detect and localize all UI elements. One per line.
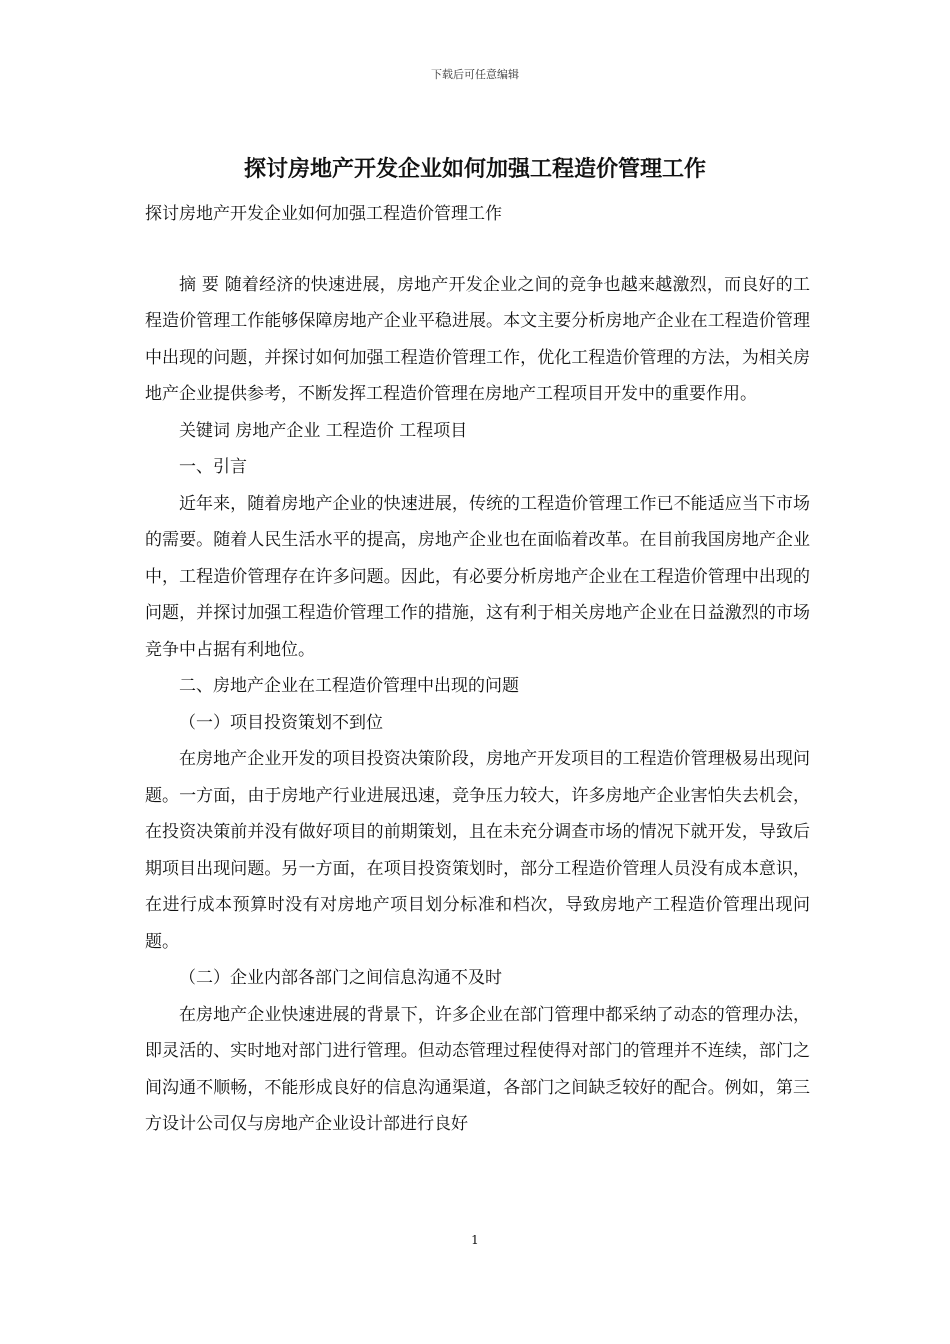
subsection-heading-communication: （二）企业内部各部门之间信息沟通不及时 xyxy=(179,968,502,988)
section-heading-introduction: 一、引言 xyxy=(179,457,247,477)
subsection-heading-investment-planning: （一）项目投资策划不到位 xyxy=(179,712,383,733)
page-number: 1 xyxy=(471,1233,479,1247)
document-title: 探讨房地产开发企业如何加强工程造价管理工作 xyxy=(243,157,706,182)
section-heading-problems: 二、房地产企业在工程造价管理中出现的问题 xyxy=(179,676,519,696)
document-subtitle: 探讨房地产开发企业如何加强工程造价管理工作 xyxy=(145,204,502,224)
document-body xyxy=(145,196,810,1143)
page-header-note: 下载后可任意编辑 xyxy=(431,68,519,81)
introduction-paragraph: 近年来，随着房地产企业的快速进展，传统的工程造价管理工作已不能适应当下市场的需要。随着人民生活水平的提高，房地产企业也在面临着改革。在目前我国房地产企业中，工程造价管理存在许多问题。因此，有必要分析房地产企业在工程造价管理中出现的问题，并探讨加强工程造价管理工作的措施，这有利于相关房地产企业在日益激烈的市场竞争中占据有利地位。 xyxy=(145,493,810,660)
abstract-paragraph: 摘 要 随着经济的快速进展，房地产开发企业之间的竞争也越来越激烈，而良好的工程造价管理工作能够保障房地产企业平稳进展。本文主要分析房地产企业在工程造价管理中出现的问题，并探讨如何加强工程造价管理工作，优化工程造价管理的方法，为相关房地产企业提供参考，不断发挥工程造价管理在房地产工程项目开发中的重要作用。 xyxy=(145,274,810,404)
investment-planning-paragraph: 在房地产企业开发的项目投资决策阶段，房地产开发项目的工程造价管理极易出现问题。一方面，由于房地产行业进展迅速，竞争压力较大，许多房地产企业害怕失去机会，在投资决策前并没有做好项目的前期策划，且在未充分调查市场的情况下就开发，导致后期项目出现问题。另一方面，在项目投资策划时，部分工程造价管理人员没有成本意识，在进行成本预算时没有对房地产项目划分标准和档次，导致房地产工程造价管理出现问题。 xyxy=(145,749,810,952)
keywords-line: 关键词 房地产企业 工程造价 工程项目 xyxy=(179,420,468,441)
communication-paragraph: 在房地产企业快速进展的背景下，许多企业在部门管理中都采纳了动态的管理办法，即灵活的、实时地对部门进行管理。但动态管理过程使得对部门的管理并不连续，部门之间沟通不顺畅，不能形成良好的信息沟通渠道，各部门之间缺乏较好的配合。例如，第三方设计公司仅与房地产企业设计部进行良好 xyxy=(145,1004,810,1134)
